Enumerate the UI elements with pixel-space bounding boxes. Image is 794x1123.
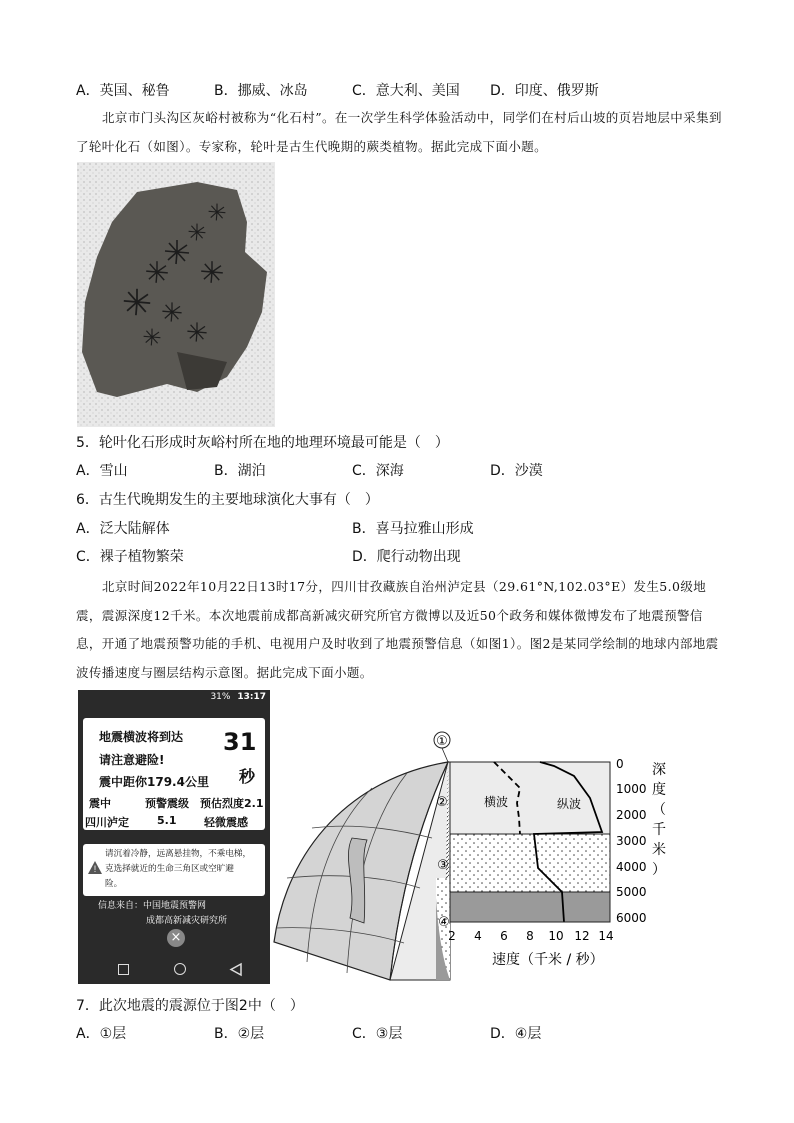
q5-option-b: B．湖泊 [214, 463, 266, 479]
depth-tick: 5000 [616, 885, 647, 899]
speed-tick: 2 [448, 929, 456, 943]
countdown-number: 31 [223, 728, 257, 756]
earth-interior-diagram [272, 728, 666, 982]
fossil-photo [77, 162, 275, 427]
alert-title: 地震横波将到达 [99, 730, 184, 744]
speed-tick: 8 [526, 929, 534, 943]
q4-option-a: A．英国、秘鲁 [76, 83, 170, 99]
speed-axis [448, 929, 613, 943]
q6-option-a: A．泛大陆解体 [76, 521, 170, 537]
q4-option-c: C．意大利、美国 [352, 83, 460, 99]
magnitude-header: 预警震级 [145, 797, 189, 810]
alert-card [83, 718, 265, 830]
source-line-2: 成都高新减灾研究所 [146, 916, 228, 926]
recent-apps-icon[interactable] [118, 964, 129, 975]
alert-advice: 请注意避险! [99, 753, 165, 767]
countdown-unit: 秒 [239, 767, 256, 786]
passage-fossil: 北京市门头沟区灰峪村被称为“化石村”。在一次学生科学体验活动中，同学们在村后山坡的页岩地层中采集到了轮叶化石（如图）。专家称，轮叶是古生代晚期的蕨类植物。据此完成下面小题。 [76, 110, 722, 154]
speed-tick: 10 [548, 929, 564, 943]
q6-option-c: C．裸子植物繁荣 [76, 549, 184, 565]
depth-tick: 1000 [616, 782, 647, 796]
battery-level: 31% [210, 692, 231, 702]
q7-option-c: C．③层 [352, 1026, 403, 1042]
svg-text:千: 千 [652, 822, 666, 838]
q5-option-a: A．雪山 [76, 463, 128, 479]
q4-option-d: D．印度、俄罗斯 [490, 83, 599, 99]
svg-text:米: 米 [652, 842, 666, 858]
advice-card [83, 844, 265, 896]
intensity-value: 轻微震感 [204, 816, 248, 829]
speed-tick: 4 [474, 929, 482, 943]
intensity-header: 预估烈度2.1 [200, 797, 264, 810]
home-icon[interactable] [174, 963, 186, 975]
q7-stem: 7．此次地震的震源位于图2中（ ） [76, 998, 304, 1014]
source-line-1: 信息来自：中国地震预警网 [98, 901, 207, 911]
q7-option-d: D．④层 [490, 1026, 542, 1042]
q4-option-b: B．挪威、冰岛 [214, 83, 308, 99]
phone-warning-screenshot [78, 690, 270, 984]
epicenter-header: 震中 [89, 797, 111, 810]
svg-text:度: 度 [652, 782, 666, 798]
svg-text:）: ） [652, 862, 666, 878]
magnitude-value: 5.1 [157, 814, 177, 827]
layer-label-1: ① [436, 734, 448, 749]
depth-axis [616, 757, 647, 925]
speed-tick: 14 [598, 929, 614, 943]
s-wave-label: 横波 [484, 795, 509, 809]
depth-tick: 2000 [616, 808, 647, 822]
svg-text:!: ! [93, 864, 97, 874]
back-icon[interactable] [230, 963, 242, 976]
q5-option-d: D．沙漠 [490, 463, 543, 479]
depth-tick: 6000 [616, 911, 647, 925]
q7-option-b: B．②层 [214, 1026, 265, 1042]
q5-stem: 5．轮叶化石形成时灰峪村所在地的地理环境最可能是（ ） [76, 435, 449, 451]
svg-text:（: （ [652, 802, 666, 818]
q5-option-c: C．深海 [352, 463, 404, 479]
status-time: 13:17 [237, 692, 266, 702]
q7-option-a: A．①层 [76, 1026, 127, 1042]
layer-label-4: ④ [438, 915, 450, 930]
speed-tick: 12 [574, 929, 590, 943]
depth-tick: 0 [616, 757, 624, 771]
globe-shape [274, 762, 450, 980]
depth-axis-label [652, 762, 666, 878]
q6-stem: 6．古生代晚期发生的主要地球演化大事有（ ） [76, 492, 379, 508]
speed-tick: 6 [500, 929, 508, 943]
advice-line-1: 请沉着冷静，远离悬挂物，不乘电梯， [105, 849, 252, 859]
alert-distance: 震中距你179.4公里 [99, 775, 209, 789]
warning-icon [88, 861, 102, 874]
speed-axis-label: 速度（千米 / 秒） [492, 952, 604, 968]
status-bar [210, 692, 266, 702]
p-wave-label: 纵波 [557, 797, 582, 811]
advice-line-2: 克选择就近的生命三角区或空旷避 [105, 864, 234, 874]
epicenter-value: 四川泸定 [85, 816, 129, 829]
close-icon[interactable]: × [167, 929, 185, 947]
layer-label-3: ③ [437, 858, 449, 873]
q6-option-d: D．爬行动物出现 [352, 549, 461, 565]
android-nav-bar [78, 956, 270, 984]
passage-earthquake: 北京时间2022年10月22日13时17分，四川甘孜藏族自治州泸定县（29.61°N,102.03°E）发生5.0级地震，震源深度12千米。本次地震前成都高新减灾研究所官方微博以及近50个政务和媒体微博发布了地震预警信息，开通了地震预警功能的手机、电视用户及时收到了地震预警信息（如图1）。图2是某同学绘制的地球内部地震波传播速度与圈层结构示意图。据此完成下面小题。 [76, 579, 719, 680]
advice-line-3: 险。 [105, 879, 123, 889]
depth-tick: 4000 [616, 860, 647, 874]
layer-label-2: ② [436, 795, 448, 810]
q6-option-b: B．喜马拉雅山形成 [352, 521, 474, 537]
depth-tick: 3000 [616, 834, 647, 848]
svg-text:深: 深 [652, 762, 666, 778]
